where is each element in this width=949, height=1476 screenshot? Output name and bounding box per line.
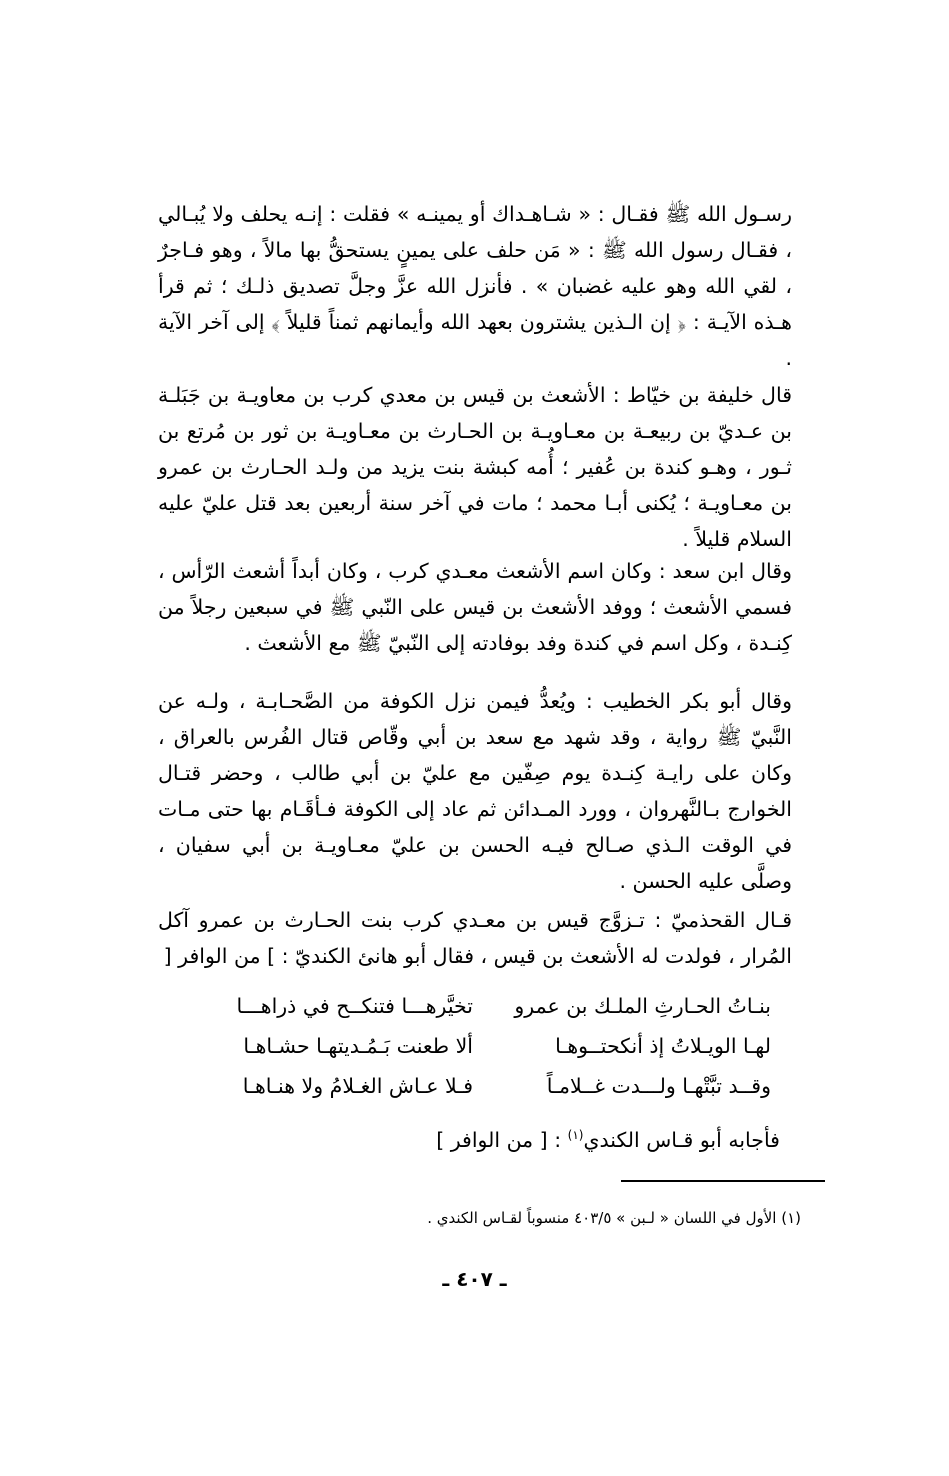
verse-second-hemistich: فـلا عـاش الغـلامُ ولا هنـاهـا xyxy=(242,1074,473,1098)
verse-first-hemistich: بنـاتُ الحـارثِ الملـك بن عمرو xyxy=(514,994,771,1018)
footnote: (١) الأول في اللسان « لـبن » ٤٠٣/٥ منسوباً لقـاس الكندي . xyxy=(427,1209,801,1227)
footnote-marker: (١) xyxy=(567,1128,584,1143)
verse-first-hemistich: لهـا الويـلاتُ إذ أنكحتــوهـا xyxy=(555,1034,771,1058)
paragraph-khalifa-ibn-khayyat xyxy=(158,377,792,557)
paragraph-al-khatib xyxy=(158,683,792,899)
footnote-divider xyxy=(621,1180,825,1182)
paragraph-text: قـال القحذميّ : تـزوَّج قيس بن معـدي كرب بنت الحـارث بن عمرو آكل المُرار ، فولدت له الأشعث بن قيس ، فقال أبو هانئ الكنديّ : ] من الوافر [ xyxy=(158,908,792,968)
verse-second-hemistich: ألا طعنت بَـمُـديتهـا حشـاهـا xyxy=(243,1034,473,1058)
page-number: ـ ٤٠٧ ـ xyxy=(442,1267,507,1291)
closing-line-before: فأجابه أبو قـاس الكندي xyxy=(583,1128,780,1152)
closing-line-text xyxy=(380,1122,780,1158)
paragraph-text: وقال ابن سعد : وكان اسم الأشعث معـدي كرب ، وكان أبداً أشعث الرّأس ، فسمي الأشعث ؛ ووفد الأشعث بن قيس على النّبي ﷺ في سبعين رجلاً من كِنـدة ، وكل اسم في كندة وفد بوفادته إلى النّبيّ ﷺ مع الأشعث . xyxy=(158,559,792,655)
paragraph-text: رسـول الله ﷺ فقـال : « شـاهـداك أو يمينـه » فقلت : إنـه يحلف ولا يُبـالي ، فقـال رسول الله ﷺ : « مَن حلف على يمينٍ يستحقُّ بها مالاً ، وهو فـاجرٌ ، لقي الله وهو عليه غضبان » . فأنزل الله عزَّ وجلَّ تصديق ذلـك ؛ ثم قرأ هـذه الآيـة : ﴿ إن الـذين يشترون بعهد الله وأيمانهم ثمناً قليلاً ﴾ إلى آخر الآية . xyxy=(158,202,792,370)
closing-line xyxy=(380,1122,780,1158)
paragraph-al-qahdhami xyxy=(158,902,792,974)
poem-verse xyxy=(0,1028,949,1064)
paragraph-text: وقال أبو بكر الخطيب : ويُعدُّ فيمن نزل الكوفة من الصَّحـابـة ، ولـه عن النَّبيّ ﷺ رواية ، وقد شهد مع سعد بن أبي وقّاص قتال الفُرس بالعراق ، وكان على رايـة كِنـدة يوم صِفّين مع عليّ بن أبي طالب ، وحضر قتـال الخوارج بـالنَّهروان ، وورد المـدائن ثم عاد إلى الكوفة فـأقَـام بها حتى مـات في الوقت الـذي صـالح فيـه الحسن بن عليّ معـاويـة بن أبي سفيان ، وصلَّى عليه الحسن . xyxy=(158,689,792,893)
poem-verse xyxy=(0,988,949,1024)
paragraph-text: قال خليفة بن خيّاط : الأشعث بن قيس بن معدي كرب بن معاويـة بن جَبَلـة بن عـديّ بن ربيعـة بن معـاويـة بن الحـارث بن معـاويـة بن ثور بن مُرتع بن ثـور ، وهـو كندة بن عُفير ؛ أُمه كبشة بنت يزيد من ولـد الحـارث بن عمرو بن معـاويـة ؛ يُكنى أبـا محمد ؛ مات في آخر سنة أربعين بعد قتل عليّ عليه السلام قليلاً . xyxy=(158,383,792,551)
verse-first-hemistich: وقــد تبَّتْهـا ولـــدت غــلامـاً xyxy=(546,1074,771,1098)
verse-second-hemistich: تخيَّرهـــا فتنكــح في ذراهـــا xyxy=(236,994,473,1018)
paragraph-hadith-continuation xyxy=(158,196,792,376)
closing-line-after: : [ من الوافر ] xyxy=(436,1128,568,1152)
poem-verse xyxy=(0,1068,949,1104)
paragraph-ibn-saad xyxy=(158,553,792,661)
